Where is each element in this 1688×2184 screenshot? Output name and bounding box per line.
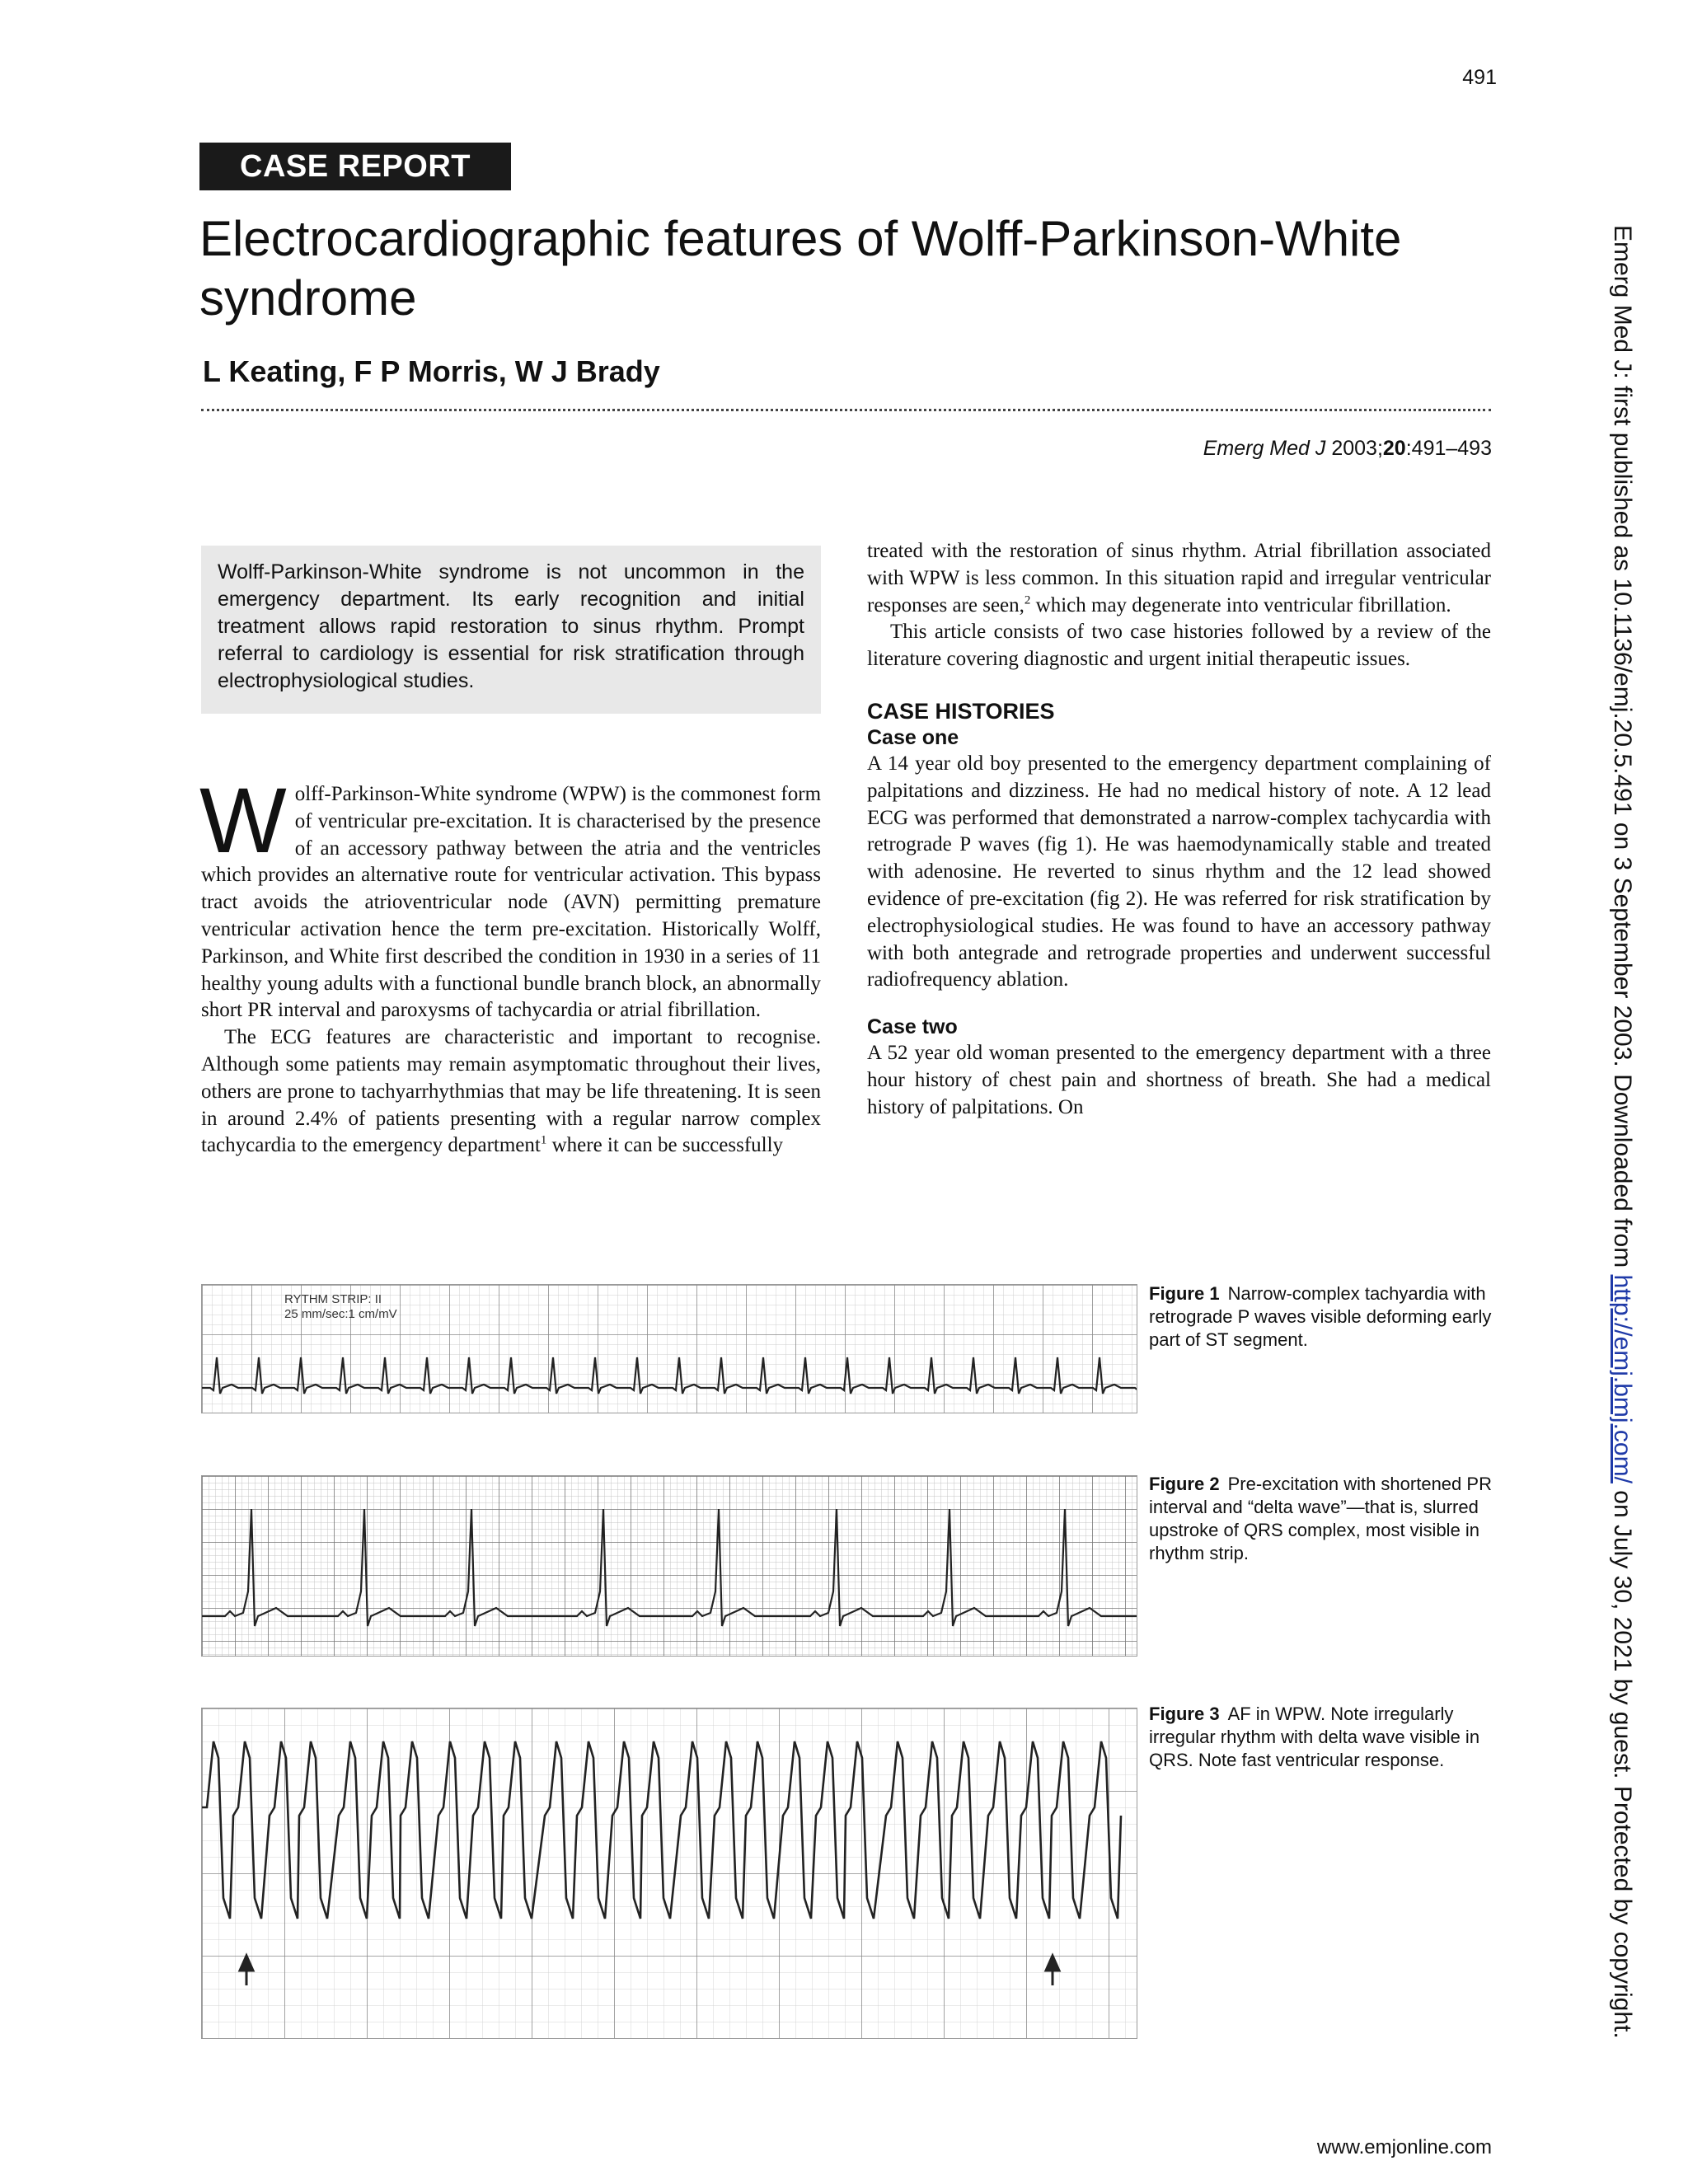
figure-1-label: Figure 1 [1149, 1283, 1220, 1304]
abstract-text: Wolff-Parkinson-White syndrome is not uncommon in the emergency department. Its early recognition and initial treatment allows rapid restoration to sinus rhythm. Prompt referral to cardiology is essential for risk stratification through electrophysiological studies. [218, 560, 804, 692]
figure-1-strip-scale: 25 mm/sec:1 cm/mV [284, 1307, 397, 1321]
section-badge: CASE REPORT [199, 143, 511, 190]
intro-paragraph-2-tail: where it can be successfully [546, 1134, 784, 1157]
figure-2-caption-text: Pre-excitation with shortened PR interval and “delta wave”—that is, slurred upstroke of QRS complex, most visible in rhythm strip. [1149, 1474, 1492, 1563]
figure-3-caption [1149, 1703, 1495, 1772]
citation-volume: 20 [1382, 437, 1406, 460]
footer-url[interactable]: www.emjonline.com [1316, 2136, 1492, 2158]
side-copyright-notice [1606, 225, 1639, 2039]
intro-paragraph-3-tail: which may degenerate into ventricular fibrillation. [1030, 593, 1451, 616]
intro-paragraph-3 [867, 538, 1491, 619]
case-two-heading: Case two [867, 1015, 958, 1039]
citation-pages: :491–493 [1405, 437, 1492, 460]
intro-paragraph-2-text: The ECG features are characteristic and important to recognise. Although some patients may remain asymptomatic throughout their lives, others are prone to tachyarrhythmias that may be life threatening. It is seen in around 2.4% of patients presenting with a regular narrow complex tachycardia to the emergency department [201, 1026, 821, 1157]
figure-1-strip-label: RYTHM STRIP: II [284, 1292, 382, 1306]
body-column-right [867, 538, 1491, 1122]
case-one-heading: Case one [867, 725, 959, 749]
figure-2-label: Figure 2 [1149, 1474, 1220, 1494]
figure-3-ecg-strip [201, 1708, 1137, 2039]
page-number: 491 [1462, 66, 1497, 89]
reference-1[interactable]: 1 [540, 1134, 547, 1148]
intro-paragraph-3-text: treated with the restoration of sinus rhythm. Atrial fibrillation associated with WPW is less common. In this situation rapid and irregular ventricular responses are seen, [867, 540, 1491, 616]
article-title: Electrocardiographic features of Wolff-Parkinson-White syndrome [199, 211, 1402, 326]
figure-1-caption-text: Narrow-complex tachyardia with retrograde P waves visible deforming early part of ST segment. [1149, 1283, 1492, 1350]
abstract-box [201, 546, 821, 714]
reference-2[interactable]: 2 [1024, 593, 1031, 607]
intro-paragraph-4: This article consists of two case histories followed by a review of the literature covering diagnostic and urgent initial therapeutic issues. [867, 621, 1491, 671]
side-notice-tail: on July 30, 2021 by guest. Protected by copyright. [1609, 1483, 1636, 2039]
intro-paragraph-1 [199, 769, 822, 1024]
case-histories-heading: CASE HISTORIES [867, 698, 1055, 724]
citation [1071, 437, 1492, 461]
case-two-text: A 52 year old woman presented to the emergency department with a three hour history of chest pain and shortness of breath. She had a medical history of palpitations. On [867, 1042, 1491, 1118]
side-notice-text: Emerg Med J: first published as 10.1136/emj.20.5.491 on 3 September 2003. Downloaded from [1609, 225, 1636, 1275]
citation-year: 2003; [1331, 437, 1383, 460]
body-column-left [199, 769, 822, 1160]
authors: L Keating, F P Morris, W J Brady [203, 354, 660, 388]
figure-2-caption [1149, 1473, 1495, 1565]
intro-paragraph-2 [201, 1024, 821, 1160]
dropcap: W [199, 769, 287, 872]
figure-1-caption [1149, 1282, 1495, 1352]
case-one-text: A 14 year old boy presented to the emergency department complaining of palpitations and dizziness. He had no medical history of note. A 12 lead ECG was performed that demonstrated a narrow-complex tachycardia with retrograde P waves (fig 1). He was haemodynamically stable and treated with adenosine. He reverted to sinus rhythm and the 12 lead showed evidence of pre-excitation (fig 2). He was referred for risk stratification by electrophysiological studies. He was found to have an accessory pathway with both antegrade and retrograde properties and underwent successful radiofrequency ablation. [867, 752, 1491, 991]
figure-3-caption-text: AF in WPW. Note irregularly irregular rhythm with delta wave visible in QRS. Note fast ventricular response. [1149, 1704, 1480, 1770]
figure-3-label: Figure 3 [1149, 1704, 1220, 1724]
citation-journal: Emerg Med J [1203, 437, 1326, 460]
header-divider [201, 409, 1491, 411]
side-notice-link[interactable]: http://emj.bmj.com/ [1609, 1274, 1636, 1483]
figure-2-ecg-strip [201, 1475, 1137, 1657]
figure-1-ecg-strip [201, 1284, 1137, 1413]
intro-paragraph-1-text: olff-Parkinson-White syndrome (WPW) is the commonest form of ventricular pre-excitation. It is characterised by the presence of an accessory pathway between the atria and the ventricles which provides an alternative route for ventricular activation. This bypass tract avoids the atrioventricular node (AVN) permitting premature ventricular activation hence the term pre-excitation. Historically Wolff, Parkinson, and White first described the condition in 1930 in a series of 11 healthy young adults with a functional bundle branch block, an abnormally short PR interval and paroxysms of tachycardia or atrial fibrillation. [201, 783, 822, 1022]
